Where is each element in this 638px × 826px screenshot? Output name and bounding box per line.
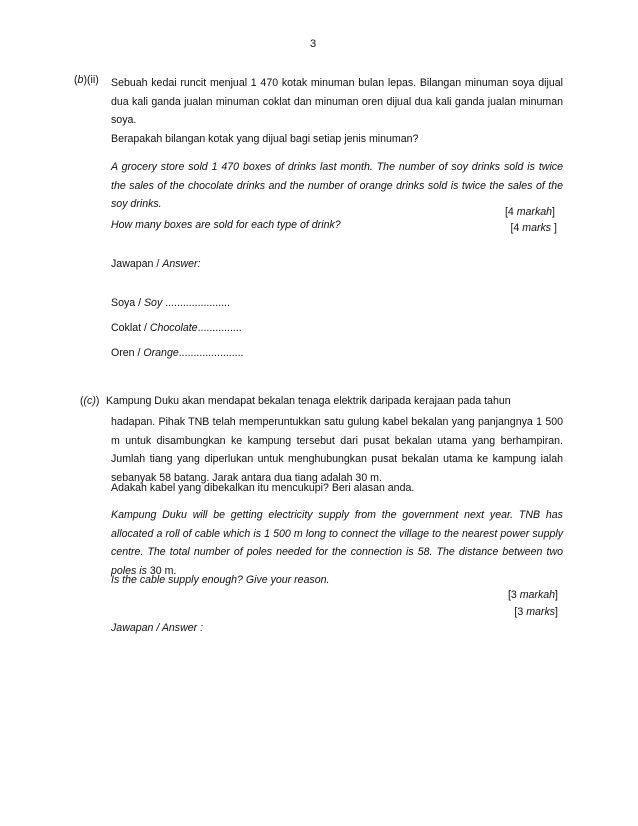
answer-soy[interactable]: Soya / Soy ...................... — [111, 297, 230, 309]
marks-word: marks — [526, 606, 556, 618]
marks-word: markah — [516, 206, 553, 218]
c-marks-malay: [3 markah] — [507, 589, 558, 601]
c-malay-text: hadapan. Pihak TNB telah memperuntukkan satu gulung kabel bekalan yang panjangnya 1 500 m untuk disambungkan ke kampung tersebut dari pusat bekalan utama yang berhampiran. Jumlah tiang yang diperlukan untuk menghubungkan pusat bekalan utama ke kampung ialah sebanyak 58 batang. Jarak antara dua tiang adalah 30 m. — [111, 416, 563, 484]
label-part-b: b — [77, 74, 84, 86]
c-malay-first-line: Kampung Duku akan mendapat bekalan tenaga elektrik daripada kerajaan pada tahun — [106, 395, 511, 407]
bii-malay-text: Sebuah kedai runcit menjual 1 470 kotak minuman bulan lepas. Bilangan minuman soya dijual dua kali ganda jualan minuman coklat dan minuman oren dijual dua kali ganda jualan minuman soya. — [111, 77, 563, 126]
answer-orange[interactable]: Oren / Orange...................... — [111, 347, 244, 359]
c-english-text: Kampung Duku will be getting electricity supply from the government next year. TNB has allocated a roll of cable which is 1 500 m long to connect the village to the nearest power supply centre. The total number of poles needed for the connection is 58. The distance between two poles is 30 m. — [111, 509, 563, 577]
c-marks-english: [3 marks] — [514, 606, 558, 618]
answer-chocolate[interactable]: Coklat / Chocolate............... — [111, 322, 242, 334]
c-english-question: Is the cable supply enough? Give your reason. — [111, 574, 330, 586]
bii-english-text: A grocery store sold 1 470 boxes of drinks last month. The number of soy drinks sold is twice the sales of the chocolate drinks and the number of orange drinks sold is twice the sales of the soy drinks. — [111, 161, 563, 210]
label-part-ii: (ii) — [86, 74, 99, 86]
bii-malay-question: Berapakah bilangan kotak yang dijual bagi setiap jenis minuman? — [111, 133, 419, 145]
bii-english-question: How many boxes are sold for each type of drink? — [111, 219, 341, 231]
question-c-label: ((c)) — [80, 395, 100, 407]
label-c: (c) — [83, 395, 96, 407]
bii-answer-label: Jawapan / Answer: — [111, 258, 201, 270]
marks-word: markah — [519, 589, 556, 601]
page-number: 3 — [310, 38, 317, 50]
c-malay-question: Adakah kabel yang dibekalkan itu mencukupi? Beri alasan anda. — [111, 482, 415, 494]
c-answer-label: Jawapan / Answer : — [111, 622, 204, 634]
answer-space[interactable] — [111, 642, 563, 812]
bii-marks-malay: [4 markah] — [504, 206, 555, 218]
question-bii-label: (b)(ii) — [74, 74, 99, 86]
bii-marks-english: [4 marks ] — [510, 222, 557, 234]
marks-word: marks — [522, 222, 552, 234]
